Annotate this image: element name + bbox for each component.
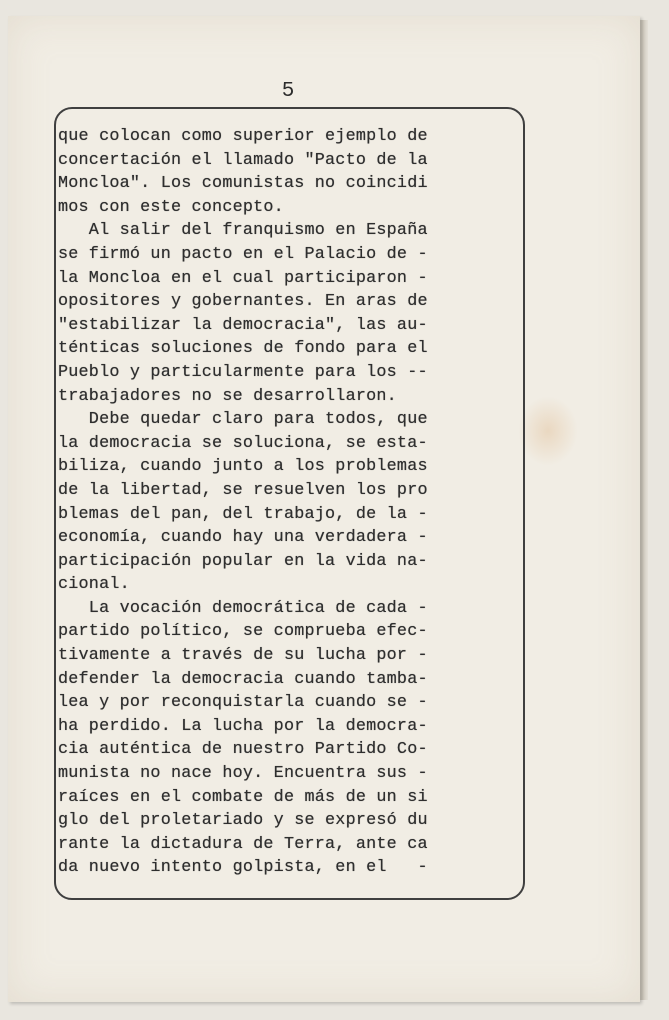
text-line: mos con este concepto. — [58, 197, 284, 217]
text-line: munista no nace hoy. Encuentra sus - — [58, 764, 428, 784]
text-line: Moncloa". Los comunistas no coincidi — [58, 174, 428, 194]
text-line: la Moncloa en el cual participaron - — [58, 268, 428, 288]
text-line: opositores y gobernantes. En aras de — [58, 292, 428, 312]
text-line: de la libertad, se resuelven los pro — [58, 480, 428, 500]
text-line: La vocación democrática de cada - — [58, 598, 428, 618]
text-line: cional. — [58, 575, 130, 595]
text-line: Debe quedar claro para todos, que — [58, 410, 428, 430]
text-line: glo del proletariado y se expresó du — [58, 811, 428, 831]
text-line: trabajadores no se desarrollaron. — [58, 386, 397, 406]
text-line: Al salir del franquismo en España — [58, 221, 428, 241]
text-line: se firmó un pacto en el Palacio de - — [58, 244, 428, 264]
text-line: rante la dictadura de Terra, ante ca — [58, 834, 428, 854]
paper-stain — [518, 396, 578, 466]
text-line: la democracia se soluciona, se esta- — [58, 433, 428, 453]
text-line: economía, cuando hay una verdadera - — [58, 528, 428, 548]
text-line: ténticas soluciones de fondo para el — [58, 339, 428, 359]
text-line: "estabilizar la democracia", las au- — [58, 315, 428, 335]
text-line: cia auténtica de nuestro Partido Co- — [58, 740, 428, 760]
text-line: tivamente a través de su lucha por - — [58, 646, 428, 666]
text-line: Pueblo y particularmente para los -- — [58, 362, 428, 382]
text-line: concertación el llamado "Pacto de la — [58, 150, 428, 170]
text-line: que colocan como superior ejemplo de — [58, 127, 428, 146]
text-line: raíces en el combate de más de un si — [58, 787, 428, 807]
text-line: participación popular en la vida na- — [58, 551, 428, 571]
text-line: partido político, se comprueba efec- — [58, 622, 428, 642]
typed-text-block — [58, 125, 524, 880]
text-line: da nuevo intento golpista, en el - — [58, 858, 428, 878]
text-line: lea y por reconquistarla cuando se - — [58, 693, 428, 713]
text-line: ha perdido. La lucha por la democra- — [58, 716, 428, 736]
text-line: biliza, cuando junto a los problemas — [58, 457, 428, 477]
page-number: 5 — [281, 80, 295, 103]
text-line: blemas del pan, del trabajo, de la - — [58, 504, 428, 524]
text-line: defender la democracia cuando tamba- — [58, 669, 428, 689]
